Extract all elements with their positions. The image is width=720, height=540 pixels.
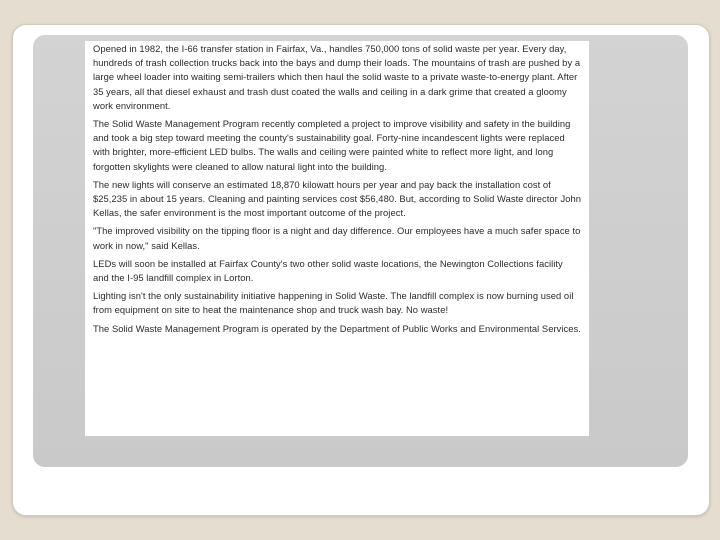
article-paragraph-1: Opened in 1982, the I-66 transfer station in Fairfax, Va., handles 750,000 tons of solid waste per year. Every day, hundreds of trash collection trucks back into the bays and dump their loads. The mountains of trash are pushed by a large wheel loader into waiting semi-trailers which then haul the solid waste to a private waste-to-energy plant. After 35 years, all that diesel exhaust and trash dust coated the walls and ceiling in a dark grime that created a gloomy work environment. bbox=[93, 43, 581, 111]
article-paragraph-6: Lighting isn't the only sustainability initiative happening in Solid Waste. The landfill complex is now burning used oil from equipment on site to heat the maintenance shop and truck wash bay. No waste! bbox=[93, 290, 574, 316]
article-paragraph-3: The new lights will conserve an estimated 18,870 kilowatt hours per year and pay back the installation cost of $25,235 in about 15 years. Cleaning and painting services cost $56,480. But, according to Solid Waste director John Kellas, the safer environment is the most important outcome of the project. bbox=[93, 178, 581, 219]
article-paragraph-7: The Solid Waste Management Program is operated by the Department of Public Works and Environmental Services. bbox=[93, 322, 581, 334]
content-panel bbox=[33, 35, 688, 467]
article-paragraph-2: The Solid Waste Management Program recently completed a project to improve visibility and safety in the building and took a big step toward meeting the county's sustainability goal. Forty-nine incandescent lights were replaced with brighter, more-efficient LED bulbs. The walls and ceiling were painted white to reflect more light, and long forgotten skylights were cleaned to allow natural light into the building. bbox=[93, 118, 571, 172]
slide bbox=[12, 24, 710, 516]
article-paragraph-4: "The improved visibility on the tipping floor is a night and day difference. Our employees have a much safer space to work in now," said Kellas. bbox=[93, 225, 581, 251]
article-document bbox=[85, 41, 589, 436]
article-paragraph-5: LEDs will soon be installed at Fairfax County's two other solid waste locations, the Newington Collections facility and the I-95 landfill complex in Lorton. bbox=[93, 257, 563, 284]
